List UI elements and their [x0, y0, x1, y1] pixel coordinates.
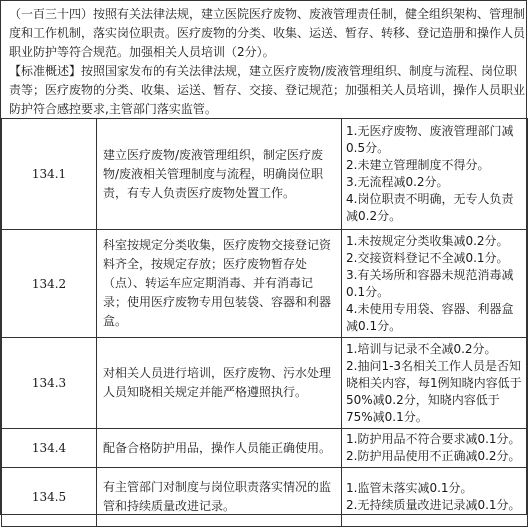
deduction-line: 1.防护用品不符合要求减0.1分。	[346, 432, 521, 446]
deduction-line: 1.未按规定分类收集减0.2分。	[346, 233, 509, 248]
deduction-line: 2.抽问1-3名相关工作人员是否知晓相关内容，每1例知晓内容低于50%减0.2分，知晓内容低于75%减0.1分。	[346, 358, 522, 424]
item-requirement: 科室按规定分类收集，医疗废物交接登记资料齐全，按规定存放；医疗废物暂存处（点）、转运车应定期消毒、并有消毒记录；使用医疗废物专用包装袋、容器和利器盒。	[97, 230, 342, 338]
deduction-line: 2.交接资料登记不全减0.1分。	[346, 250, 509, 265]
item-deductions	[342, 119, 528, 230]
clause-header	[9, 5, 525, 119]
item-requirement: 有主管部门对制度与岗位职责落实情况的监管和持续质量改进记录。	[97, 468, 342, 527]
table-row	[2, 230, 528, 338]
deduction-line: 3.有关场所和容器未规范消毒减0.1分。	[346, 267, 514, 299]
deduction-line: 2.防护用品使用不正确减0.2分。	[346, 449, 521, 463]
table-row	[2, 338, 528, 429]
item-requirement: 配备合格防护用品，操作人员能正确使用。	[97, 429, 342, 468]
clause-text: （一百三十四）按照有关法律法规，建立医院医疗废物、废液管理责任制，健全组织架构、管理制度和工作机制，落实岗位职责。医疗废物的分类、收集、运送、暂存、转移、登记造册和操作人员职业防护等符合规范。加强相关人员培训（2分）。	[9, 7, 526, 59]
table-row	[2, 468, 528, 527]
item-requirement: 建立医疗废物/废液管理组织，制定医疗废物/废液相关管理制度与流程，明确岗位职责，有专人负责医疗废物处置工作。	[97, 119, 342, 230]
deduction-line: 1.培训与记录不全减0.2分。	[346, 341, 497, 356]
deduction-line: 4.未使用专用袋、容器、利器盒减0.1分。	[346, 301, 514, 333]
item-deductions	[342, 429, 528, 468]
item-number: 134.4	[2, 429, 97, 468]
table-row	[2, 119, 528, 230]
deduction-line: 3.无流程减0.2分。	[346, 175, 449, 189]
deduction-line: 2.未建立管理制度不得分。	[346, 158, 490, 172]
criteria-table	[1, 118, 528, 527]
deduction-line: 2.无持续质量改进记录减0.1分。	[346, 498, 521, 512]
item-deductions	[342, 230, 528, 338]
item-deductions	[342, 468, 528, 527]
deduction-line: 1.监管未落实减0.1分。	[346, 481, 473, 495]
item-deductions	[342, 338, 528, 429]
deduction-line: 1.无医疗废物、废液管理部门减0.5分。	[346, 124, 514, 155]
item-number: 134.3	[2, 338, 97, 429]
item-requirement: 对相关人员进行培训，医疗废物、污水处理人员知晓相关规定并能严格遵照执行。	[97, 338, 342, 429]
item-number: 134.5	[2, 468, 97, 527]
item-number: 134.2	[2, 230, 97, 338]
deduction-line: 4.岗位职责不明确，无专人负责减0.2分。	[346, 192, 514, 223]
table-row	[2, 429, 528, 468]
standard-overview: 【标准概述】按照国家发布的有关法律法规，建立医疗废物/废液管理组织、制度与流程、岗位职责等；医疗废物的分类、收集、运送、暂存、交接、登记规范；加强相关人员培训，操作人员职业防护符合感控要求,主管部门落实监管。	[9, 64, 526, 116]
item-number: 134.1	[2, 119, 97, 230]
